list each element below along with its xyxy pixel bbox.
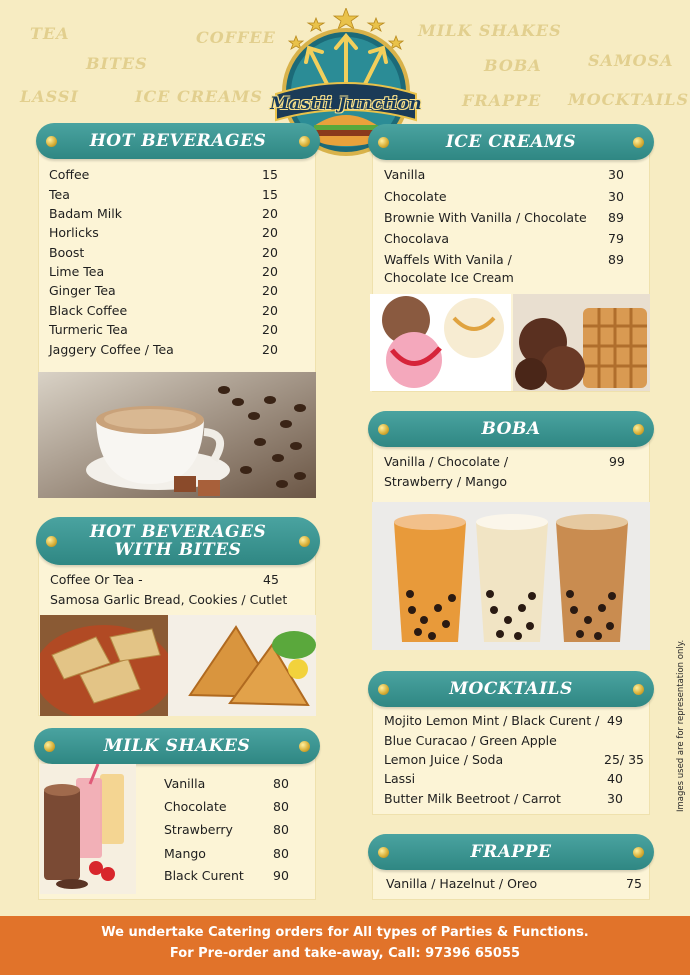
bg-word-ice-creams: ICE CREAMS bbox=[135, 87, 263, 106]
bites-header bbox=[36, 517, 320, 565]
bites-photo bbox=[40, 615, 316, 716]
gold-dot-icon bbox=[378, 847, 389, 858]
bites-title-line2: WITH BITES bbox=[114, 540, 242, 560]
menu-price: 40 bbox=[607, 771, 623, 786]
menu-item: Chocolate bbox=[384, 189, 447, 204]
boba-item-line2: Strawberry / Mango bbox=[384, 474, 508, 489]
menu-price: 79 bbox=[608, 231, 624, 246]
gold-dot-icon bbox=[299, 741, 310, 752]
bites-price: 45 bbox=[263, 572, 279, 587]
milk-shakes-title: MILK SHAKES bbox=[103, 736, 251, 756]
menu-item: Ginger Tea bbox=[49, 283, 116, 298]
boba-item-line1: Vanilla / Chocolate / bbox=[384, 454, 509, 469]
menu-item: Jaggery Coffee / Tea bbox=[49, 342, 174, 357]
menu-price: 20 bbox=[262, 206, 278, 221]
bg-word-tea: TEA bbox=[30, 24, 70, 43]
mojito-line2: Blue Curacao / Green Apple bbox=[384, 733, 557, 748]
menu-item-continued: Chocolate Ice Cream bbox=[384, 270, 514, 285]
footer-banner bbox=[0, 916, 690, 975]
gold-dot-icon bbox=[633, 847, 644, 858]
gold-dot-icon bbox=[299, 536, 310, 547]
menu-price: 89 bbox=[608, 252, 624, 267]
gold-dot-icon bbox=[378, 137, 389, 148]
mocktails-header bbox=[368, 671, 654, 707]
menu-item: Chocolate bbox=[164, 799, 227, 814]
hot-beverages-title: HOT BEVERAGES bbox=[89, 131, 267, 151]
mocktails-title: MOCKTAILS bbox=[449, 679, 573, 699]
menu-item: Tea bbox=[49, 187, 70, 202]
menu-price: 80 bbox=[273, 776, 289, 791]
menu-price: 89 bbox=[608, 210, 624, 225]
menu-item: Black Coffee bbox=[49, 303, 128, 318]
menu-price: 20 bbox=[262, 342, 278, 357]
footer-contact-line: For Pre-order and take-away, Call: 97396 65055 bbox=[169, 946, 521, 961]
ice-creams-title: ICE CREAMS bbox=[445, 132, 577, 152]
menu-item: Mango bbox=[164, 846, 206, 861]
bg-word-coffee: COFFEE bbox=[196, 28, 276, 47]
menu-item: Vanilla bbox=[164, 776, 206, 791]
footer-catering-line: We undertake Catering orders for All types of Parties & Functions. bbox=[101, 925, 589, 940]
bg-word-lassi: LASSI bbox=[20, 87, 79, 106]
menu-price: 80 bbox=[273, 822, 289, 837]
menu-item: Coffee bbox=[49, 167, 90, 182]
gold-dot-icon bbox=[633, 137, 644, 148]
menu-price: 20 bbox=[262, 245, 278, 260]
menu-item: Brownie With Vanilla / Chocolate bbox=[384, 210, 587, 225]
ice-creams-header bbox=[368, 124, 654, 160]
bg-word-milk-shakes: MILK SHAKES bbox=[418, 21, 562, 40]
boba-photo bbox=[372, 502, 650, 650]
gold-dot-icon bbox=[46, 536, 57, 547]
gold-dot-icon bbox=[633, 684, 644, 695]
menu-item: Chocolava bbox=[384, 231, 450, 246]
boba-title: BOBA bbox=[481, 419, 541, 439]
menu-item: Lime Tea bbox=[49, 264, 105, 279]
menu-item: Badam Milk bbox=[49, 206, 122, 221]
bg-word-frappe: FRAPPE bbox=[462, 91, 542, 110]
bg-word-mocktails: MOCKTAILS bbox=[568, 90, 690, 109]
gold-dot-icon bbox=[299, 136, 310, 147]
logo-title: Mastii Junction bbox=[270, 94, 422, 114]
frappe-title: FRAPPE bbox=[470, 842, 552, 862]
menu-price: 15 bbox=[262, 167, 278, 182]
milk-shakes-header bbox=[34, 728, 320, 764]
menu-item: Turmeric Tea bbox=[49, 322, 128, 337]
frappe-item: Vanilla / Hazelnut / Oreo bbox=[386, 876, 538, 891]
menu-item: Butter Milk Beetroot / Carrot bbox=[384, 791, 561, 806]
mojito-price: 49 bbox=[607, 713, 623, 728]
representation-note: Images used are for representation only. bbox=[676, 639, 686, 812]
menu-price: 20 bbox=[262, 264, 278, 279]
menu-item: Horlicks bbox=[49, 225, 99, 240]
boba-price: 99 bbox=[609, 454, 625, 469]
menu-item: Waffels With Vanila / bbox=[384, 252, 512, 267]
bg-word-bites: BITES bbox=[86, 54, 148, 73]
menu-price: 15 bbox=[262, 187, 278, 202]
menu-price: 30 bbox=[607, 791, 623, 806]
bg-word-samosa: SAMOSA bbox=[588, 51, 674, 70]
menu-item: Lassi bbox=[384, 771, 416, 786]
boba-header bbox=[368, 411, 654, 447]
menu-item: Lemon Juice / Soda bbox=[384, 752, 504, 767]
bites-title-line1: HOT BEVERAGES bbox=[89, 522, 267, 542]
menu-item: Boost bbox=[49, 245, 85, 260]
menu-price: 20 bbox=[262, 322, 278, 337]
waffle-photo bbox=[513, 294, 650, 391]
menu-item: Strawberry bbox=[164, 822, 233, 837]
milk-shakes-photo bbox=[40, 764, 136, 894]
menu-price: 20 bbox=[262, 303, 278, 318]
hot-beverages-header bbox=[36, 123, 320, 159]
bg-word-boba: BOBA bbox=[484, 56, 542, 75]
menu-price: 80 bbox=[273, 846, 289, 861]
bites-item-line1: Coffee Or Tea - bbox=[50, 572, 143, 587]
bites-title bbox=[90, 523, 266, 559]
gold-dot-icon bbox=[633, 424, 644, 435]
ice-cream-photo bbox=[370, 294, 511, 391]
menu-price: 25/ 35 bbox=[604, 752, 644, 767]
menu-price: 30 bbox=[608, 167, 624, 182]
menu-price: 20 bbox=[262, 225, 278, 240]
menu-price: 80 bbox=[273, 799, 289, 814]
menu-price: 20 bbox=[262, 283, 278, 298]
gold-dot-icon bbox=[378, 424, 389, 435]
gold-dot-icon bbox=[378, 684, 389, 695]
menu-price: 30 bbox=[608, 189, 624, 204]
menu-item: Black Curent bbox=[164, 868, 244, 883]
bites-item-line2: Samosa Garlic Bread, Cookies / Cutlet bbox=[50, 592, 288, 607]
menu-price: 90 bbox=[273, 868, 289, 883]
gold-dot-icon bbox=[46, 136, 57, 147]
frappe-price: 75 bbox=[626, 876, 642, 891]
mojito-line1: Mojito Lemon Mint / Black Curent / bbox=[384, 713, 600, 728]
gold-dot-icon bbox=[44, 741, 55, 752]
coffee-cup-photo bbox=[38, 372, 316, 498]
frappe-header bbox=[368, 834, 654, 870]
menu-item: Vanilla bbox=[384, 167, 426, 182]
